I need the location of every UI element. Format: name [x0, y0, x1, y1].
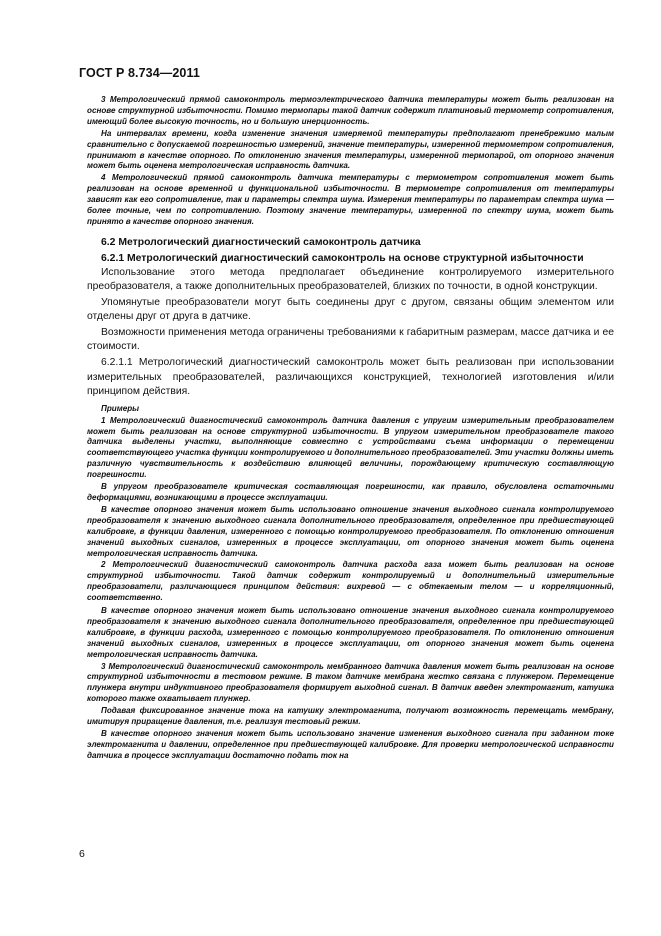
- document-header: ГОСТ Р 8.734—2011: [79, 66, 200, 80]
- body-paragraph: Использование этого метода предполагает объединение контролируемого измерительного преобразователя, а также дополнительных преобразователей, близких по точности, в одной конструкции.: [87, 266, 614, 292]
- subsection-heading: 6.2.1 Метрологический диагностический самоконтроль на основе структурной избыточности: [101, 252, 584, 264]
- example-paragraph: 1 Метрологический диагностический самоконтроль датчика давления с упругим измерительным преобразователем может быть реализован на основе структурной избыточности. В упругом измерительном преобразователе такого датчика выделены участки, выполняющие совместно с устройствами съема информации о перемещении соответствующего участка функции контролируемого и дополнительного преобразователей. Эти участки должны иметь различную чувствительность к воздействию влияющей величины, порождающему критическую составляющую погрешности.: [87, 415, 614, 480]
- example-paragraph: Подавая фиксированное значение тока на катушку электромагнита, получают возможность перемещать мембрану, имитируя приращение давления, т.е. реализуя тестовый режим.: [87, 706, 614, 727]
- note-paragraph: 4 Метрологический прямой самоконтроль датчика температуры с термометром сопротивления может быть реализован на основе временной и функциональной избыточности. В термометре сопротивления от температуры зависят как его сопротивление, так и параметры спектра шума. Измерения температуры по параметрам спектра шума — более точные, чем по сопротивлению. Поэтому значение температуры, измеренной по спектру шума, может быть принято в качестве опорного значения.: [87, 173, 614, 226]
- section-heading: 6.2 Метрологический диагностический самоконтроль датчика: [101, 236, 421, 248]
- note-paragraph: 3 Метрологический прямой самоконтроль термоэлектрического датчика температуры может быть реализован на основе структурной избыточности. Помимо термопары такой датчик содержит платиновый термометр сопротивления, имеющий более высокую точность, но и большую инерционность.: [87, 95, 614, 126]
- examples-title: Примеры: [101, 403, 140, 413]
- example-paragraph: 3 Метрологический диагностический самоконтроль мембранного датчика давления может быть реализован на основе структурной избыточности в тестовом режиме. В таком датчике мембрана жестко связана с плунжером. Перемещение плунжера внутри индуктивного преобразователя формирует выходной сигнал. В датчик введен электромагнит, катушка которого также охватывает плунжер.: [87, 661, 614, 704]
- example-paragraph: В качестве опорного значения может быть использовано значение изменения выходного сигнала при заданном токе электромагнита и давлении, определенное при предшествующей калибровке. Для проверки метрологической исправности датчика в процессе эксплуатации достаточно подать ток на: [87, 729, 614, 760]
- note-paragraph: На интервалах времени, когда изменение значения измеряемой температуры предполагают пренебрежимо малым сравнительно с допускаемой погрешностью измерений, значение температуры, измеренной термометром сопротивления, принимают в качестве опорного. По отклонению значения температуры, измеренной термопарой, от опорного значения может быть оценена метрологическая исправность датчика.: [87, 128, 614, 171]
- example-paragraph: В качестве опорного значения может быть использовано отношение значения выходного сигнала контролируемого преобразователя к значению выходного сигнала дополнительного преобразователя, определенное при предшествующей калибровке, в функции давления, измеренного с помощью контролируемого преобразователя. По отклонению отношения значений выходных сигналов, измеренных в процессе эксплуатации, от опорного значения может быть оценена метрологическая исправность датчика.: [87, 504, 614, 558]
- examples-block: [87, 404, 614, 762]
- page-content: [87, 95, 614, 763]
- body-paragraph: Возможности применения метода ограничены требованиями к габаритным размерам, массе датчика и ее стоимости.: [87, 327, 614, 353]
- body-paragraph: Упомянутые преобразователи могут быть соединены друг с другом, связаны общим элементом или отделены друг от друга в датчике.: [87, 297, 614, 323]
- example-paragraph: В качестве опорного значения может быть использовано отношение значения выходного сигнала контролируемого преобразователя к значению выходного сигнала дополнительного преобразователя, определенное при предшествующей калибровке, в функции расхода, измеренного с помощью контролируемого преобразователя. По отклонению отношения значений выходных сигналов, измеренных в процессе эксплуатации, от опорного значения может быть оценена метрологическая исправность датчика.: [87, 606, 614, 659]
- example-paragraph: В упругом преобразователе критическая составляющая погрешности, как правило, обусловлена остаточными деформациями, возникающими в процессе эксплуатации.: [87, 482, 614, 502]
- body-paragraph: 6.2.1.1 Метрологический диагностический самоконтроль может быть реализован при использовании измерительных преобразователей, различающихся конструкцией, технологией изготовления и/или принципом действия.: [87, 357, 614, 397]
- example-paragraph: 2 Метрологический диагностический самоконтроль датчика расхода газа может быть реализован на основе структурной избыточности. Такой датчик содержит контролируемый и дополнительный измерительные преобразователи, различающиеся принципом действия: вихревой — с обтекаемым телом — и корреляционный, соответственно.: [87, 560, 614, 603]
- page-number: 6: [79, 848, 85, 860]
